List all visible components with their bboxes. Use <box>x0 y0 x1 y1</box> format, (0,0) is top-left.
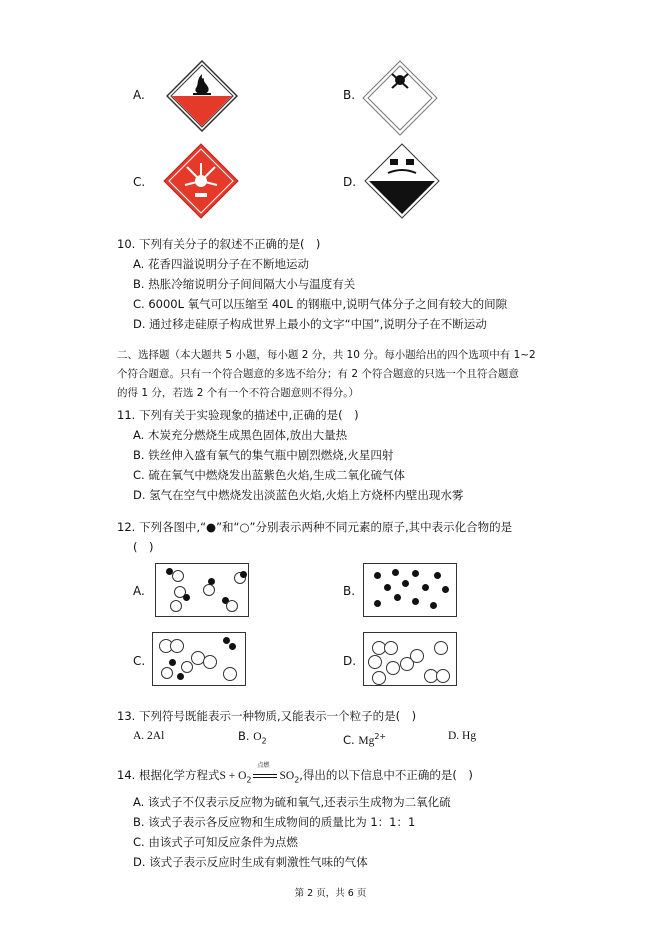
q10-option-b[interactable]: B. 热胀冷缩说明分子间间隔大小与温度有关 <box>133 277 356 291</box>
q11-stem: 11. 下列有关于实验现象的描述中,正确的是( ) <box>117 408 359 422</box>
q14-option-c[interactable]: C. 由该式子可知反应条件为点燃 <box>133 835 298 849</box>
q14-stem <box>117 762 473 787</box>
q13-option-c[interactable] <box>343 729 386 749</box>
q12-option-d-label[interactable]: D. <box>343 654 357 668</box>
q13-option-b[interactable] <box>238 729 267 748</box>
q14-option-d[interactable]: D. 该式子表示反应时生成有刺激性气味的气体 <box>133 855 368 869</box>
q9-option-c-label[interactable]: C. <box>133 175 146 189</box>
q12-option-b-label[interactable]: B. <box>343 584 356 598</box>
q12-diagram-c[interactable] <box>152 632 246 686</box>
section2-line1: 二、选择题（本大题共 5 小题，每小题 2 分，共 10 分。每小题给出的四个选项中有 1~2 <box>117 349 536 361</box>
q11-option-d[interactable]: D. 氢气在空气中燃烧发出淡蓝色火焰,火焰上方烧杯内壁出现水雾 <box>133 488 464 502</box>
q13-option-c-label: C. <box>343 732 355 747</box>
q13-stem: 13. 下列符号既能表示一种物质,又能表示一个粒子的是( ) <box>117 709 417 723</box>
flammable-hazard-icon <box>166 60 238 132</box>
q13-option-d[interactable]: D. Hg <box>448 730 477 742</box>
q14-option-b[interactable]: B. 该式子表示各反应物和生成物间的质量比为 1：1：1 <box>133 815 416 829</box>
q14-equation-left-subscript: 2 <box>246 775 252 785</box>
q14-equation-condition: 点燃 <box>257 762 270 769</box>
q10-option-d[interactable]: D. 通过移走硅原子构成世界上最小的文字“中国”,说明分子在不断运动 <box>133 317 487 331</box>
explosive-hazard-icon <box>163 143 239 219</box>
q12-option-a-label[interactable]: A. <box>133 584 145 598</box>
q13-option-a[interactable]: A. 2Al <box>133 730 165 742</box>
q9-option-b-label[interactable]: B. <box>343 88 356 102</box>
q9-option-d-label[interactable]: D. <box>343 175 357 189</box>
q11-option-c[interactable]: C. 硫在氧气中燃烧发出蓝紫色火焰,生成二氧化硫气体 <box>133 468 405 482</box>
q13-option-b-subscript: 2 <box>261 736 267 746</box>
section2-line2: 个符合题意。只有一个符合题意的多选不给分；有 2 个符合题意的只选一个且符合题意 <box>117 368 519 380</box>
page-footer: 第 2 页，共 6 页 <box>294 888 367 899</box>
q12-diagram-b[interactable] <box>363 563 457 617</box>
q9-option-a-label[interactable]: A. <box>133 88 145 102</box>
q11-option-a[interactable]: A. 木炭充分燃烧生成黑色固体,放出大量热 <box>133 428 348 442</box>
q13-option-c-formula: Mg <box>358 734 375 747</box>
q13-option-b-formula: O <box>253 731 262 743</box>
q12-diagram-a[interactable] <box>155 563 249 617</box>
q13-option-b-label: B. <box>238 729 250 743</box>
q14-option-a[interactable]: A. 该式子不仅表示反应物为硫和氧气,还表示生成物为二氧化硫 <box>133 795 451 809</box>
q10-option-c[interactable]: C. 6000L 氧气可以压缩至 40L 的钢瓶中,说明气体分子之间有较大的间隙 <box>133 297 508 311</box>
q13-option-c-superscript: 2+ <box>374 732 387 741</box>
q14-stem-post: ,得出的以下信息中不正确的是( ) <box>299 768 473 782</box>
q14-equation-right-subscript: 2 <box>294 775 300 785</box>
q12-option-c-label[interactable]: C. <box>133 654 146 668</box>
q10-stem: 10. 下列有关分子的叙述不正确的是( ) <box>117 237 321 251</box>
q12-paren: ( ) <box>133 540 154 554</box>
q12-stem: 12. 下列各图中,“●”和“○”分别表示两种不同元素的原子,其中表示化合物的是 <box>117 520 513 534</box>
q11-option-b[interactable]: B. 铁丝伸入盛有氧气的集气瓶中剧烈燃烧,火星四射 <box>133 448 394 462</box>
section2-line3: 的得 1 分，若选 2 个有一个不符合题意则不得分。） <box>117 387 359 399</box>
q14-equation-right: SO <box>279 770 295 782</box>
q12-diagram-d[interactable] <box>363 632 457 686</box>
corrosive-hazard-icon <box>364 143 440 219</box>
q14-stem-pre: 14. 根据化学方程式 <box>117 768 220 782</box>
toxic-hazard-icon <box>362 60 438 136</box>
q14-equation-arrow <box>251 762 279 783</box>
q10-option-a[interactable]: A. 花香四溢说明分子在不断地运动 <box>133 257 309 271</box>
q14-equation-left: S + O <box>219 770 247 782</box>
